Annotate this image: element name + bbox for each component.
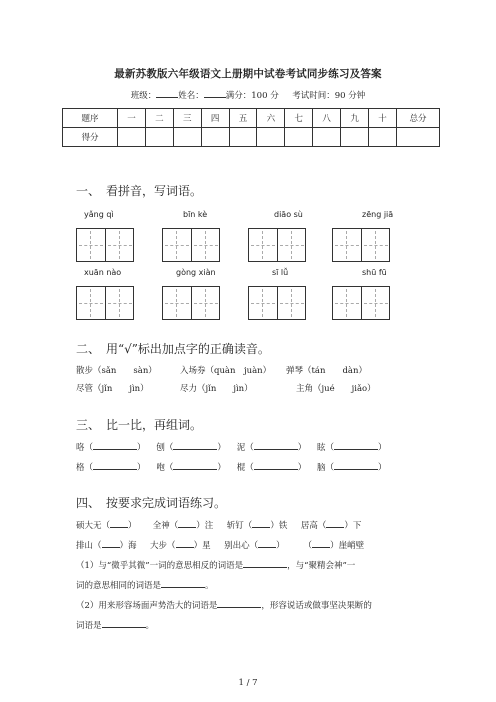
idiom-text: ）海 — [119, 541, 137, 551]
table-cell: 总分 — [397, 109, 440, 128]
paren-close: ） — [217, 443, 226, 453]
pinyin: gòng xiàn — [176, 268, 216, 277]
table-cell: 五 — [229, 109, 257, 128]
writing-grid[interactable] — [332, 228, 390, 262]
answer-blank[interactable] — [217, 598, 261, 608]
score-entry[interactable] — [341, 128, 369, 147]
reading-item: 主角（jué jiǎo） — [296, 384, 376, 394]
time-label: 考试时间：90 分钟 — [292, 91, 366, 101]
score-entry[interactable] — [397, 128, 440, 147]
question-text: 词语是 — [76, 621, 102, 631]
question-text: （1）与“微乎其微”一词的意思相反的词语是 — [76, 561, 244, 571]
idiom-text: 排山（ — [76, 541, 102, 551]
score-entry[interactable] — [229, 128, 257, 147]
idiom-text: ）崖峭壁 — [330, 541, 365, 551]
answer-blank[interactable] — [102, 618, 146, 628]
reading-item: 尽管（jǐn jìn） — [76, 384, 149, 394]
answer-blank[interactable] — [173, 460, 217, 470]
pinyin: yǎng qì — [84, 210, 114, 219]
table-cell: 题序 — [63, 109, 118, 128]
compare-char: 棍（ — [236, 463, 254, 473]
answer-blank[interactable] — [334, 440, 378, 450]
score-entry[interactable] — [118, 128, 146, 147]
paren-close: ） — [217, 463, 226, 473]
answer-blank[interactable] — [312, 538, 330, 548]
section3-heading: 三、 比一比，再组词。 — [76, 418, 203, 432]
class-label: 班级： — [130, 91, 157, 101]
paren-close: ） — [378, 463, 387, 473]
score-table-header-row — [63, 109, 440, 128]
idiom-text: 斩钉（ — [226, 521, 253, 531]
score-entry[interactable] — [173, 128, 201, 147]
idiom-text: 全神（ — [152, 521, 179, 531]
table-cell: 一 — [118, 109, 146, 128]
question-2-cont — [76, 618, 154, 631]
idiom-text: ） — [276, 541, 285, 551]
paren-close: ） — [297, 443, 307, 453]
score-table — [62, 108, 440, 147]
score-label: 满分：100 分 — [225, 91, 279, 101]
idiom-text: 居高（ — [300, 521, 327, 531]
compare-char: 脑（ — [317, 463, 335, 473]
exam-info — [0, 88, 496, 101]
pinyin: diāo sù — [274, 210, 303, 219]
pinyin: shū fū — [362, 268, 387, 277]
compare-char: 眩（ — [317, 443, 335, 453]
paren-close: ） — [378, 443, 387, 453]
question-text: 。 — [145, 621, 155, 631]
compare-char: 格（ — [76, 463, 94, 473]
score-table-score-row — [63, 128, 440, 147]
pinyin: zēng jiā — [362, 210, 394, 219]
class-blank[interactable] — [156, 88, 178, 98]
answer-blank[interactable] — [326, 518, 344, 528]
answer-blank[interactable] — [254, 440, 298, 450]
writing-grid[interactable] — [76, 228, 134, 262]
writing-grid[interactable] — [76, 286, 134, 320]
question-text: ，形容说话或做事坚决果断的 — [261, 601, 372, 611]
writing-grid[interactable] — [332, 286, 390, 320]
reading-item: 入场券（quàn juàn） — [180, 366, 272, 376]
table-cell: 十 — [369, 109, 397, 128]
compare-row — [76, 440, 387, 453]
idiom-text: 别出心（ — [224, 541, 259, 551]
score-entry[interactable] — [257, 128, 285, 147]
answer-blank[interactable] — [252, 518, 270, 528]
idiom-text: ） — [128, 521, 137, 531]
pinyin: bīn kè — [183, 210, 208, 219]
compare-char: 咆（ — [156, 463, 174, 473]
pinyin: xuān nào — [84, 268, 122, 277]
score-entry[interactable] — [313, 128, 341, 147]
pinyin: sī lǚ — [272, 268, 289, 277]
table-cell: 八 — [313, 109, 341, 128]
writing-grid[interactable] — [248, 286, 306, 320]
score-entry[interactable] — [369, 128, 397, 147]
paren-close: ） — [137, 443, 146, 453]
question-text: 词的意思相同的词语是 — [76, 581, 162, 591]
table-cell: 三 — [173, 109, 201, 128]
idiom-text: ）下 — [344, 521, 362, 531]
idiom-row — [76, 538, 364, 551]
writing-grid[interactable] — [162, 228, 220, 262]
reading-item: 尽力（jǐn jìn） — [180, 384, 253, 394]
question-text: （2）用来形容场面声势浩大的词语是 — [76, 601, 218, 611]
question-2 — [76, 598, 372, 611]
answer-blank[interactable] — [258, 538, 276, 548]
paren-close: ） — [137, 463, 146, 473]
answer-blank[interactable] — [110, 518, 128, 528]
score-entry[interactable] — [201, 128, 229, 147]
table-cell: 得分 — [63, 128, 118, 147]
answer-blank[interactable] — [334, 460, 378, 470]
score-entry[interactable] — [285, 128, 313, 147]
answer-blank[interactable] — [161, 578, 205, 588]
name-blank[interactable] — [204, 88, 226, 98]
section2-heading: 二、 用“√”标出加点字的正确读音。 — [76, 342, 270, 356]
question-1 — [76, 558, 355, 571]
compare-char: 咯（ — [76, 443, 94, 453]
section4-heading: 四、 按要求完成词语练习。 — [76, 496, 227, 510]
answer-blank[interactable] — [102, 538, 120, 548]
answer-blank[interactable] — [243, 558, 287, 568]
writing-grid[interactable] — [162, 286, 220, 320]
question-1-cont — [76, 578, 214, 591]
table-cell: 七 — [285, 109, 313, 128]
table-cell: 四 — [201, 109, 229, 128]
writing-grid[interactable] — [248, 228, 306, 262]
answer-blank[interactable] — [254, 460, 298, 470]
table-cell: 九 — [341, 109, 369, 128]
idiom-text: ）注 — [196, 521, 214, 531]
compare-row — [76, 460, 387, 473]
score-entry[interactable] — [145, 128, 173, 147]
idiom-text: ）星 — [193, 541, 211, 551]
compare-char: 泥（ — [236, 443, 254, 453]
page-title: 最新苏教版六年级语文上册期中试卷考试同步练习及答案 — [114, 68, 382, 80]
idiom-text: （ — [303, 541, 313, 551]
section1-heading: 一、 看拼音，写词语。 — [76, 184, 203, 198]
answer-blank[interactable] — [93, 440, 137, 450]
compare-char: 刨（ — [156, 443, 174, 453]
reading-item: 弹琴（tán dàn） — [286, 366, 367, 376]
page-number: 1 / 7 — [238, 678, 258, 688]
answer-blank[interactable] — [178, 518, 196, 528]
answer-blank[interactable] — [93, 460, 137, 470]
reading-item: 散步（sǎn sàn） — [76, 366, 157, 376]
name-label: 姓名： — [178, 91, 204, 101]
idiom-text: 大步（ — [150, 541, 176, 551]
idiom-text: ）铁 — [270, 521, 288, 531]
idiom-text: 硕大无（ — [76, 521, 111, 531]
question-text: 。 — [205, 581, 214, 591]
table-cell: 二 — [145, 109, 173, 128]
table-cell: 六 — [257, 109, 285, 128]
answer-blank[interactable] — [176, 538, 194, 548]
question-text: ，与“聚精会神”一 — [287, 561, 356, 571]
answer-blank[interactable] — [173, 440, 217, 450]
idiom-row — [76, 518, 361, 531]
paren-close: ） — [297, 463, 307, 473]
